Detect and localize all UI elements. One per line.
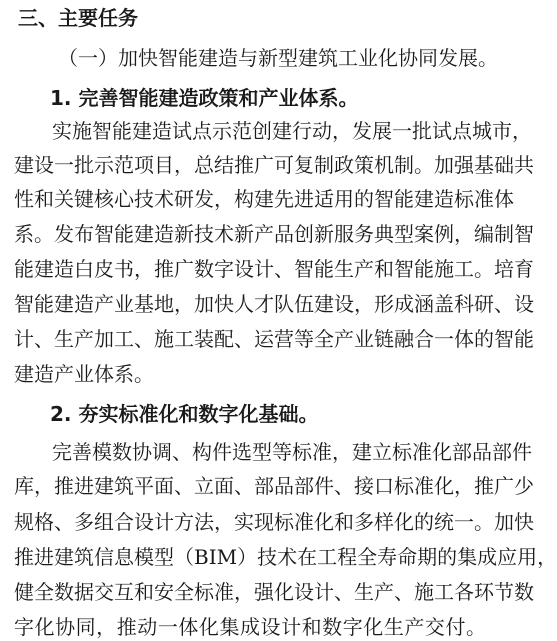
paragraph-line: 实施智能建造试点示范创建行动，发展一批试点城市，	[52, 119, 532, 143]
item1-heading: 1. 完善智能建造政策和产业体系。	[50, 86, 359, 110]
paragraph-line: 库，推进建筑平面、立面、部品部件、接口标准化，推广少	[14, 474, 534, 498]
paragraph-line: 建设一批示范项目，总结推广可复制政策机制。加强基础共	[14, 153, 534, 177]
paragraph-line: 智能建造产业基地，加快人才队伍建设，形成涵盖科研、设	[14, 292, 534, 316]
section-heading: 三、主要任务	[18, 6, 138, 30]
paragraph-line: 规格、多组合设计方法，实现标准化和多样化的统一。加快	[14, 510, 534, 534]
paragraph-line: 建造产业体系。	[14, 362, 154, 386]
paragraph-line: 能建造白皮书，推广数字设计、智能生产和智能施工。培育	[14, 257, 534, 281]
paragraph-line: 性和关键核心技术研发，构建先进适用的智能建造标准体	[14, 187, 514, 211]
paragraph-line: 健全数据交互和安全标准，强化设计、生产、施工各环节数	[14, 580, 534, 604]
paragraph-line: 推进建筑信息模型（BIM）技术在工程全寿命期的集成应用，	[14, 545, 557, 569]
paragraph-line: 完善模数协调、构件选型等标准，建立标准化部品部件	[52, 440, 532, 464]
subsection-heading: （一）加快智能建造与新型建筑工业化协同发展。	[58, 46, 498, 70]
paragraph-line: 系。发布智能建造新技术新产品创新服务典型案例，编制智	[14, 222, 534, 246]
paragraph-line: 字化协同，推动一体化集成设计和数字化生产交付。	[14, 615, 486, 639]
item2-heading: 2. 夯实标准化和数字化基础。	[50, 402, 319, 426]
paragraph-line: 计、生产加工、施工装配、运营等全产业链融合一体的智能	[14, 327, 534, 351]
